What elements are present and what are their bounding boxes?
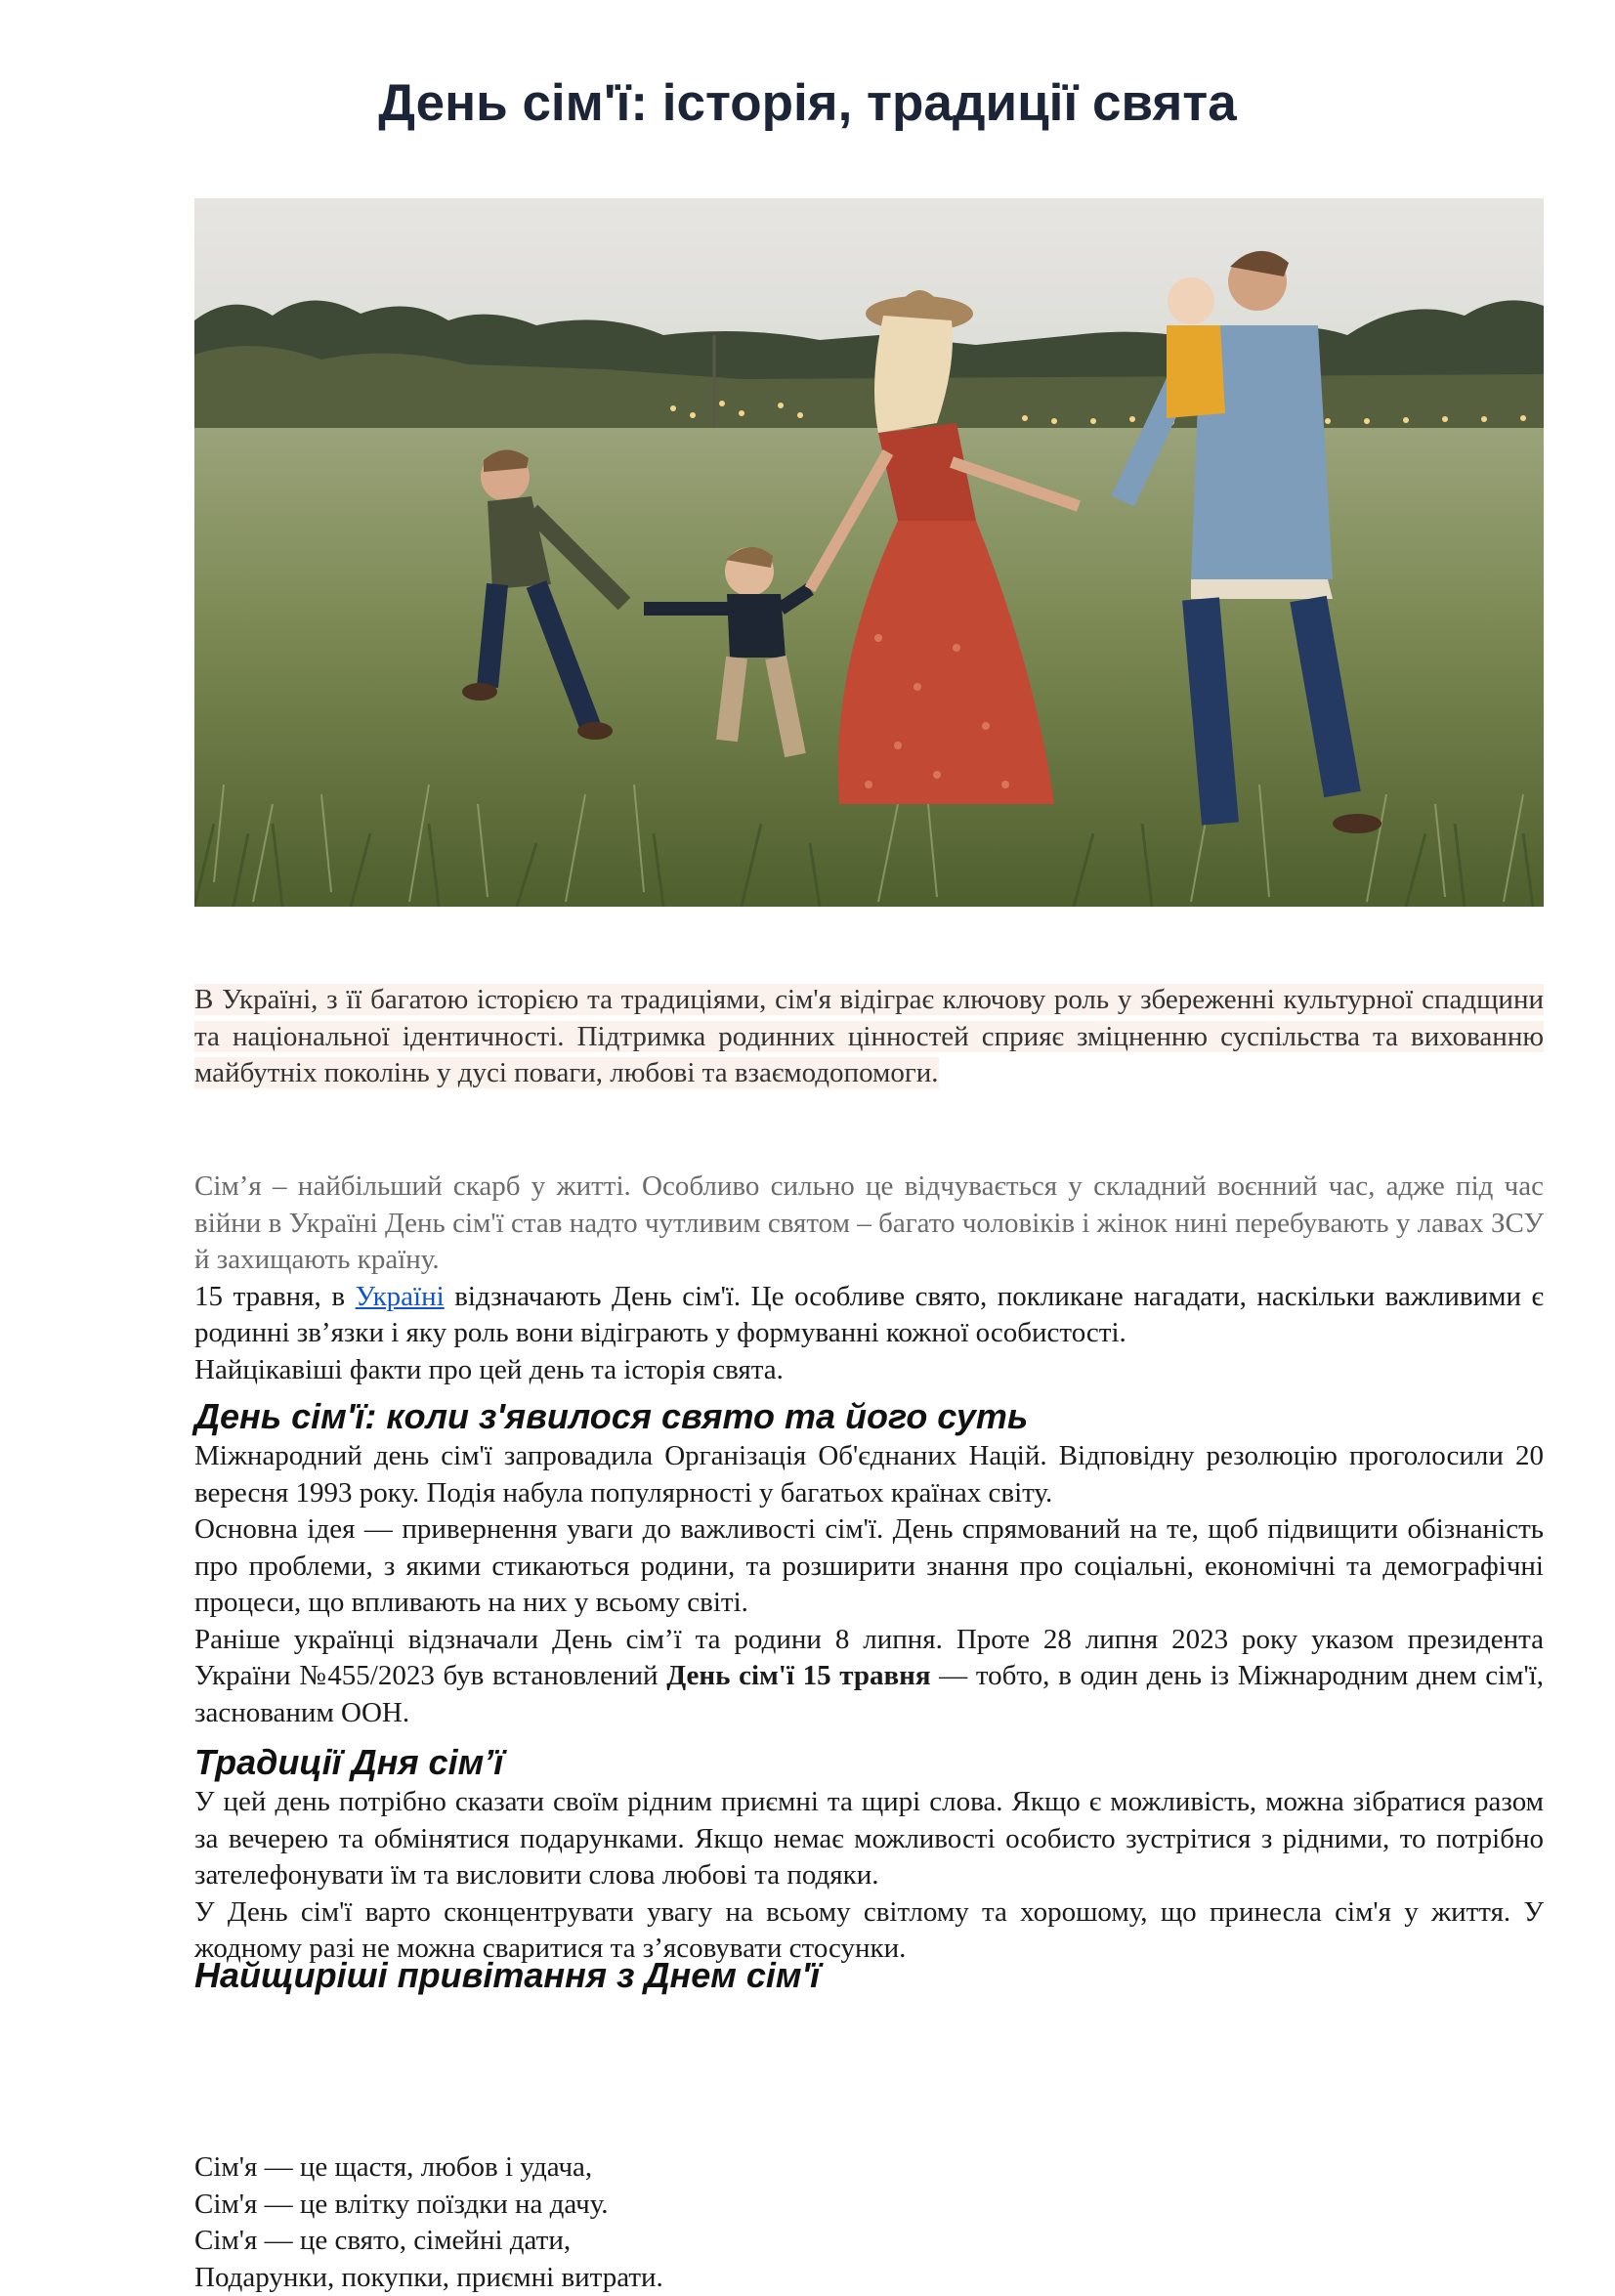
ukraine-link[interactable]: Україні xyxy=(356,1281,445,1312)
family-photo xyxy=(194,198,1544,907)
section-introduction xyxy=(194,1169,1544,1388)
heading-traditions: Традиції Дня сім’ї xyxy=(194,1741,1544,1784)
heading-history: День сім'ї: коли з'явилося свято та його суть xyxy=(194,1395,1544,1438)
page-title: День сім'ї: історія, традиції свята xyxy=(0,70,1615,137)
section-traditions xyxy=(194,1741,1544,1968)
greeting-poem xyxy=(194,2149,1544,2296)
intro-section xyxy=(194,982,1544,1092)
paragraph-un: Міжнародний день сім'ї запровадила Організація Об'єднаних Націй. Відповідну резолюцію проголосили 20 вересня 1993 року. Подія набула популярності у багатьох країнах світу. xyxy=(194,1438,1544,1511)
text-fragment: Раніше українці відзначали День сім’ї та родини 8 липня. Проте 28 липня 2023 року указом президента України №455/2023 був встановлений xyxy=(194,1624,1544,1692)
poem-line: Подарунки, покупки, приємні витрати. xyxy=(194,2260,1544,2296)
text-fragment: — тобто, в один день із Міжнародним днем сім'ї, заснованим ООН. xyxy=(194,1660,1544,1728)
paragraph-treasure: Сім’я – найбільший скарб у житті. Особливо сильно це відчувається у складний воєнний час, адже під час війни в Україні День сім'ї став надто чутливим святом – багато чоловіків і жінок нині перебувають у лавах ЗСУ й захищають країну. xyxy=(194,1169,1544,1279)
section-greetings xyxy=(194,1954,1544,1997)
paragraph-traditions-1: У цей день потрібно сказати своїм рідним приємні та щирі слова. Якщо є можливість, можна зібратися разом за вечерею та обмінятися подарунками. Якщо немає можливості особисто зустрітися з рідними, то потрібно зателефонувати їм та висловити слова любові та подяки. xyxy=(194,1784,1544,1894)
heading-greetings: Найщиріші привітання з Днем сім'ї xyxy=(194,1954,1544,1997)
intro-text: В Україні, з її багатою історією та традиціями, сім'я відіграє ключову роль у збереженні культурної спадщини та національної ідентичності. Підтримка родинних цінностей сприяє зміцненню суспільства та вихованню майбутніх поколінь у дусі поваги, любові та взаємодопомоги. xyxy=(194,984,1544,1088)
family-photo-illustration xyxy=(194,198,1544,907)
poem-line: Сім'я — це свято, сімейні дати, xyxy=(194,2223,1544,2260)
bold-date: День сім'ї 15 травня xyxy=(666,1660,930,1691)
paragraph-may-15 xyxy=(194,1279,1544,1352)
paragraph-facts: Найцікавіші факти про цей день та історія свята. xyxy=(194,1352,1544,1389)
intro-paragraph xyxy=(194,982,1544,1092)
text-fragment: відзначають День сім'ї. Це особливе свято, покликане нагадати, наскільки важливими є родинні зв’язки і яку роль вони відіграють у формуванні кожної особистості. xyxy=(194,1281,1544,1349)
poem-line: Сім'я — це влітку поїздки на дачу. xyxy=(194,2187,1544,2224)
text-fragment: 15 травня, в xyxy=(194,1281,356,1312)
poem-line: Сім'я — це щастя, любов і удача, xyxy=(194,2149,1544,2187)
paragraph-traditions-2: У День сім'ї варто сконцентрувати увагу на всьому світлому та хорошому, що принесла сім'я у життя. У жодному разі не можна сваритися та з’ясовувати стосунки. xyxy=(194,1894,1544,1968)
paragraph-date-change xyxy=(194,1622,1544,1732)
section-history xyxy=(194,1395,1544,1731)
paragraph-main-idea: Основна ідея — привернення уваги до важливості сім'ї. День спрямований на те, щоб підвищити обізнаність про проблеми, з якими стикаються родини, та розширити знання про соціальні, економічні та демографічні процеси, що впливають на них у всьому світі. xyxy=(194,1511,1544,1622)
